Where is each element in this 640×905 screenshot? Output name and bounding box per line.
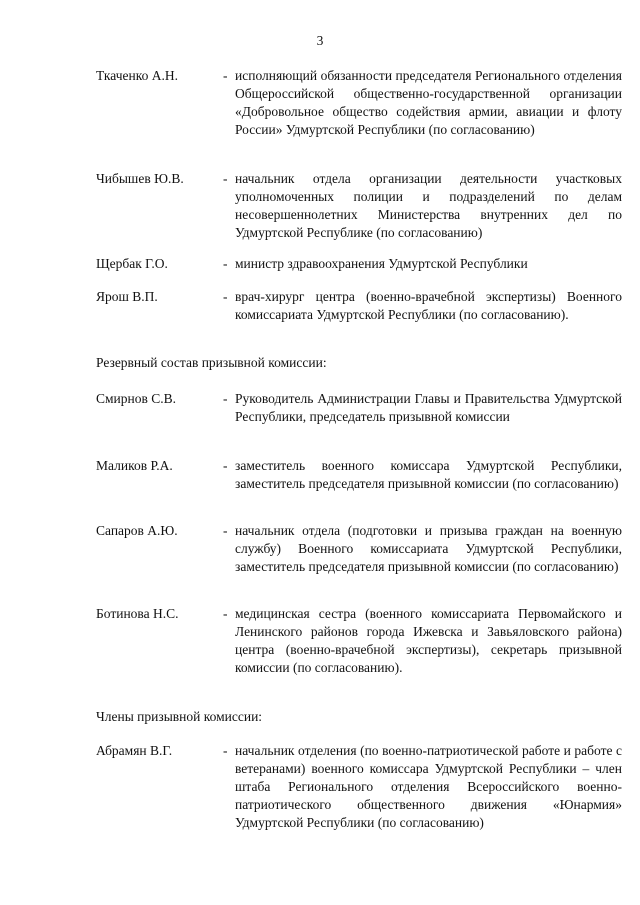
dash-separator: - <box>223 256 228 271</box>
position-description: врач-хирург центра (военно-врачебной экспертизы) Военного комиссариата Удмуртской Республики (по согласованию). <box>235 289 622 322</box>
person-name: Сапаров А.Ю. <box>96 523 178 538</box>
dash-separator: - <box>223 68 228 83</box>
page-number: 3 <box>316 33 324 48</box>
position-description: исполняющий обязанности председателя Регионального отделения Общероссийской общественно-государственной организации «Добровольное общество содействия армии, авиации и флоту России» Удмуртской Республики (по согласованию) <box>235 68 622 137</box>
person-name: Щербак Г.О. <box>96 256 168 271</box>
position-description: начальник отдела организации деятельности участковых уполномоченных полиции и подразделений по делам несовершеннолетних Министерства внутренних дел по Удмуртской Республике (по согласованию) <box>235 171 622 240</box>
dash-separator: - <box>223 743 228 758</box>
dash-separator: - <box>223 171 228 186</box>
members-heading: Члены призывной комиссии: <box>96 709 263 724</box>
dash-separator: - <box>223 458 228 473</box>
list-item-tkachenko <box>96 67 622 139</box>
dash-separator: - <box>223 523 228 538</box>
position-description: министр здравоохранения Удмуртской Республики <box>235 256 528 271</box>
list-item-smirnov <box>96 390 622 426</box>
list-item-botinova <box>96 605 622 677</box>
list-item-shcherbak <box>96 255 622 273</box>
position-description: медицинская сестра (военного комиссариата Первомайского и Ленинского районов города Ижевска и Завьяловского района) центра (военно-врачебной экспертизы), секретарь призывной комиссии (по согласованию). <box>235 606 622 675</box>
person-name: Ботинова Н.С. <box>96 606 179 621</box>
list-item-chibyshev <box>96 170 622 242</box>
list-item-yarosh <box>96 288 622 324</box>
position-description: заместитель военного комиссара Удмуртской Республики, заместитель председателя призывной комиссии (по согласованию) <box>235 458 622 491</box>
position-description: начальник отделения (по военно-патриотической работе и работе с ветеранами) военного комиссара Удмуртской Республики – член штаба Регионального отделения Всероссийского военно-патриотического общественного движения «Юнармия» Удмуртской Республики (по согласованию) <box>235 743 622 830</box>
list-item-malikov <box>96 457 622 493</box>
person-name: Ярош В.П. <box>96 289 158 304</box>
list-item-saparov <box>96 522 622 576</box>
dash-separator: - <box>223 289 228 304</box>
list-item-abramyan <box>96 742 622 832</box>
reserve-composition-heading: Резервный состав призывной комиссии: <box>96 355 327 370</box>
dash-separator: - <box>223 391 228 406</box>
person-name: Чибышев Ю.В. <box>96 171 184 186</box>
person-name: Маликов Р.А. <box>96 458 173 473</box>
position-description: начальник отдела (подготовки и призыва граждан на военную службу) Военного комиссариата Удмуртской Республики, заместитель председателя призывной комиссии (по согласованию) <box>235 523 622 574</box>
person-name: Абрамян В.Г. <box>96 743 173 758</box>
position-description: Руководитель Администрации Главы и Правительства Удмуртской Республики, председатель призывной комиссии <box>235 391 622 424</box>
person-name: Смирнов С.В. <box>96 391 177 406</box>
dash-separator: - <box>223 606 228 621</box>
person-name: Ткаченко А.Н. <box>96 68 178 83</box>
